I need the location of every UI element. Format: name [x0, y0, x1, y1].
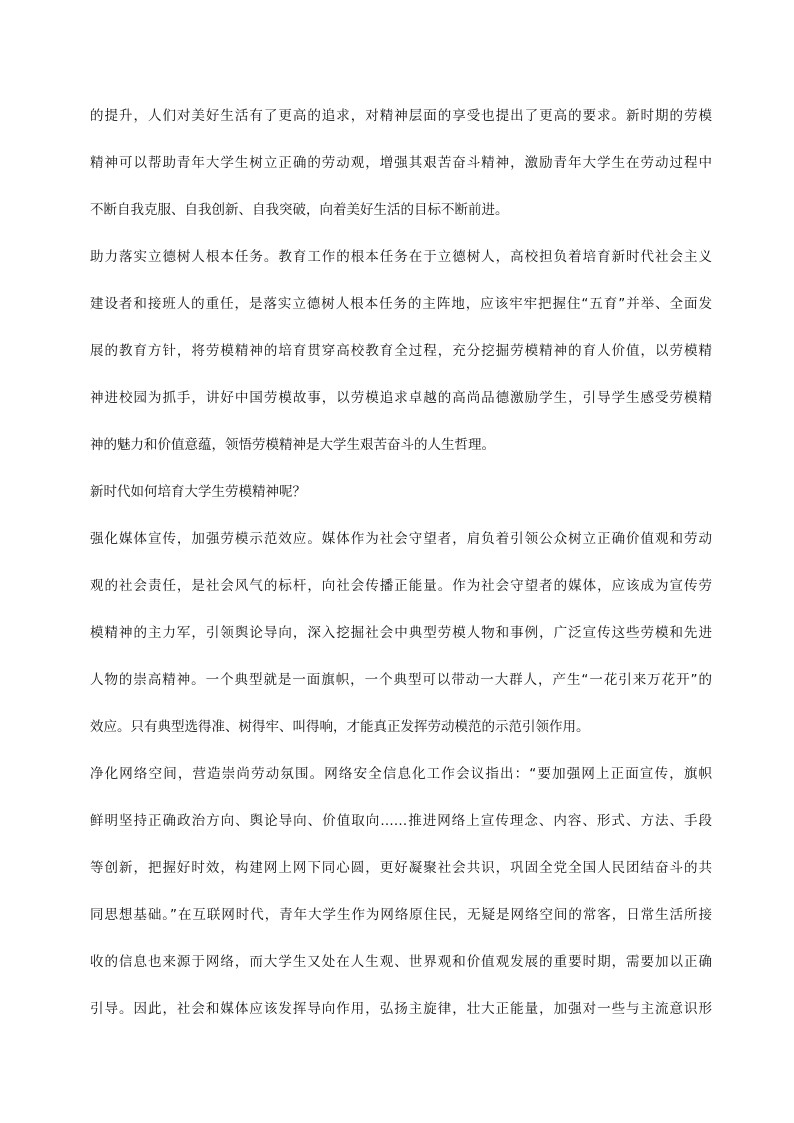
text-line: 建设者和接班人的重任，是落实立德树人根本任务的主阵地，应该牢牢把握住“五育”并举、全面发 — [90, 296, 712, 312]
text-line: 模精神的主力军，引领舆论导向，深入挖掘社会中典型劳模人物和事例，广泛宣传这些劳模和先进 — [90, 625, 712, 641]
text-line: 新时代如何培育大学生劳模精神呢？ — [90, 484, 306, 500]
text-line: 助力落实立德树人根本任务。教育工作的根本任务在于立德树人，高校担负着培育新时代社会主义 — [90, 249, 712, 265]
text-line: 的提升，人们对美好生活有了更高的追求，对精神层面的享受也提出了更高的要求。新时期的劳模 — [90, 108, 712, 124]
text-line: 净化网络空间，营造崇尚劳动氛围。网络安全信息化工作会议指出：“要加强网上正面宣传，旗帜 — [90, 766, 712, 782]
text-line: 观的社会责任，是社会风气的标杆，向社会传播正能量。作为社会守望者的媒体，应该成为宣传劳 — [90, 578, 712, 594]
document-body — [90, 93, 712, 1033]
text-line: 精神可以帮助青年大学生树立正确的劳动观，增强其艰苦奋斗精神，激励青年大学生在劳动过程中 — [90, 155, 712, 171]
paragraph-laomo-improvement — [90, 93, 712, 234]
text-line: 收的信息也来源于网络，而大学生又处在人生观、世界观和价值观发展的重要时期，需要加以正确 — [90, 954, 712, 970]
text-line: 不断自我克服、自我创新、自我突破，向着美好生活的目标不断前进。 — [90, 202, 509, 218]
paragraph-media-publicity — [90, 516, 712, 751]
paragraph-lide-shuren — [90, 234, 712, 469]
paragraph-question — [90, 469, 712, 516]
text-line: 展的教育方针，将劳模精神的培育贯穿高校教育全过程，充分挖掘劳模精神的育人价值，以劳模精 — [90, 343, 712, 359]
text-line: 引导。因此，社会和媒体应该发挥导向作用，弘扬主旋律，壮大正能量，加强对一些与主流意识形 — [90, 1001, 712, 1017]
text-line: 鲜明坚持正确政治方向、舆论导向、价值取向……推进网络上宣传理念、内容、形式、方法、手段 — [90, 813, 712, 829]
text-line: 神进校园为抓手，讲好中国劳模故事，以劳模追求卓越的高尚品德激励学生，引导学生感受劳模精 — [90, 390, 712, 406]
text-line: 同思想基础。”在互联网时代，青年大学生作为网络原住民，无疑是网络空间的常客，日常生活所接 — [90, 907, 712, 923]
paragraph-network-space — [90, 751, 712, 1033]
text-line: 神的魅力和价值意蕴，领悟劳模精神是大学生艰苦奋斗的人生哲理。 — [90, 437, 495, 453]
text-line: 强化媒体宣传，加强劳模示范效应。媒体作为社会守望者，肩负着引领公众树立正确价值观和劳动 — [90, 531, 712, 547]
text-line: 效应。只有典型选得准、树得牢、叫得响，才能真正发挥劳动模范的示范引领作用。 — [90, 719, 590, 735]
text-line: 等创新，把握好时效，构建网上网下同心圆，更好凝聚社会共识，巩固全党全国人民团结奋斗的共 — [90, 860, 712, 876]
text-line: 人物的崇高精神。一个典型就是一面旗帜，一个典型可以带动一大群人，产生“一花引来万花开”的 — [90, 672, 712, 688]
